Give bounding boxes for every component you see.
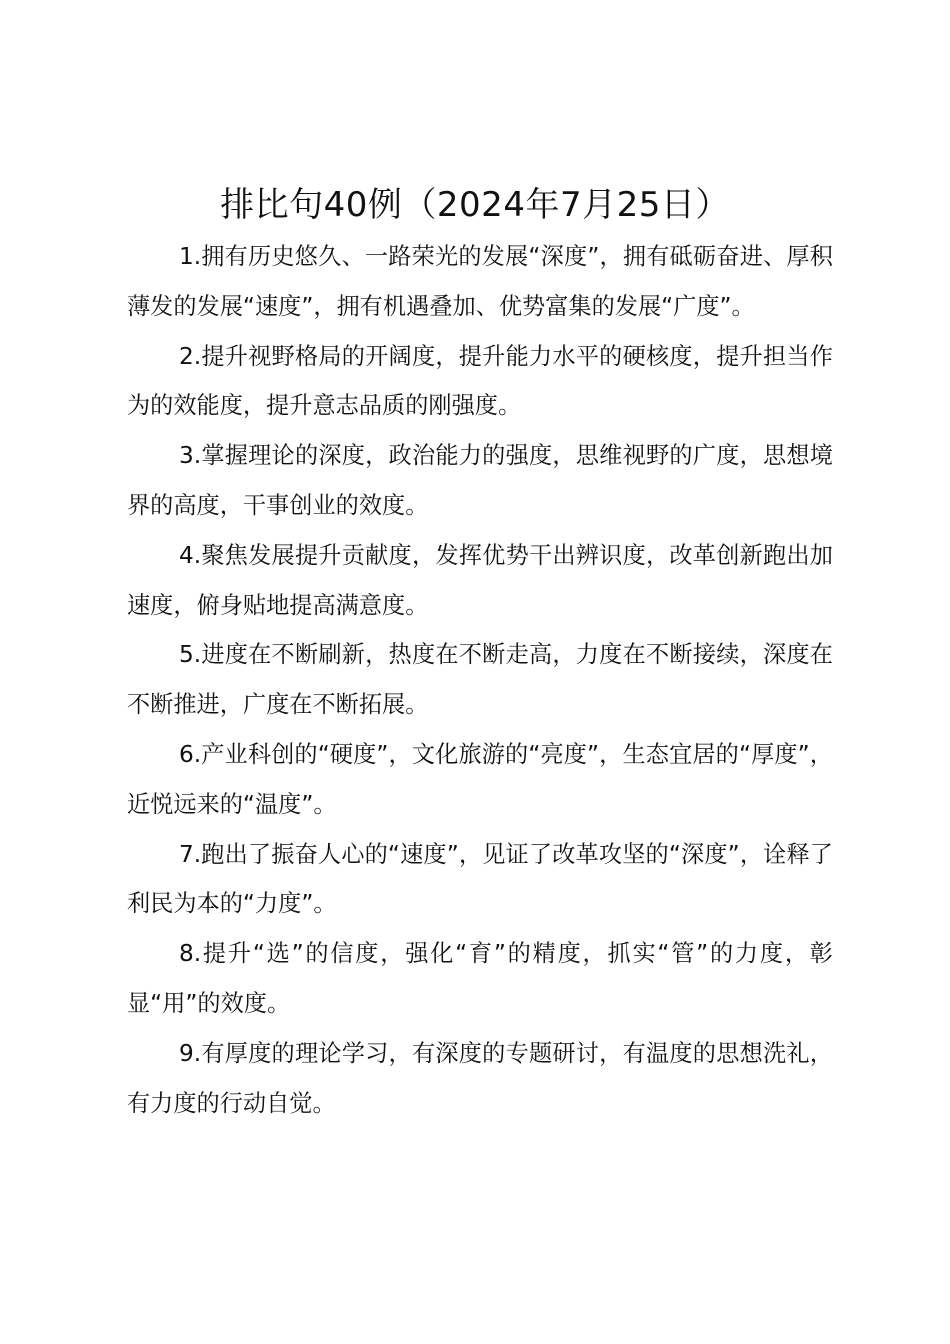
document-body: [127, 232, 833, 1128]
paragraph-3: 3.掌握理论的深度，政治能力的强度，思维视野的广度，思想境界的高度，干事创业的效度。: [127, 442, 833, 519]
paragraph-1: 1.拥有历史悠久、一路荣光的发展“深度”，拥有砥砺奋进、厚积薄发的发展“速度”，拥有机遇叠加、优势富集的发展“广度”。: [127, 243, 833, 320]
paragraph-5: 5.进度在不断刷新，热度在不断走高，力度在不断接续，深度在不断推进，广度在不断拓展。: [127, 641, 833, 719]
paragraph-2: 2.提升视野格局的开阔度，提升能力水平的硬核度，提升担当作为的效能度，提升意志品质的刚强度。: [127, 342, 833, 420]
document-title: 排比句40例（2024年7月25日）: [220, 185, 730, 225]
paragraph-6: 6.产业科创的“硬度”，文化旅游的“亮度”，生态宜居的“厚度”，近悦远来的“温度”。: [127, 740, 833, 818]
paragraph-8: 8.提升“选”的信度，强化“育”的精度，抓实“管”的力度，彰显“用”的效度。: [127, 940, 833, 1017]
paragraph-9: 9.有厚度的理论学习，有深度的专题研讨，有温度的思想洗礼，有力度的行动自觉。: [127, 1039, 833, 1117]
paragraph-7: 7.跑出了振奋人心的“速度”，见证了改革攻坚的“深度”，诠释了利民为本的“力度”。: [127, 840, 833, 918]
paragraph-4: 4.聚焦发展提升贡献度，发挥优势干出辨识度，改革创新跑出加速度，俯身贴地提高满意度。: [127, 541, 833, 619]
